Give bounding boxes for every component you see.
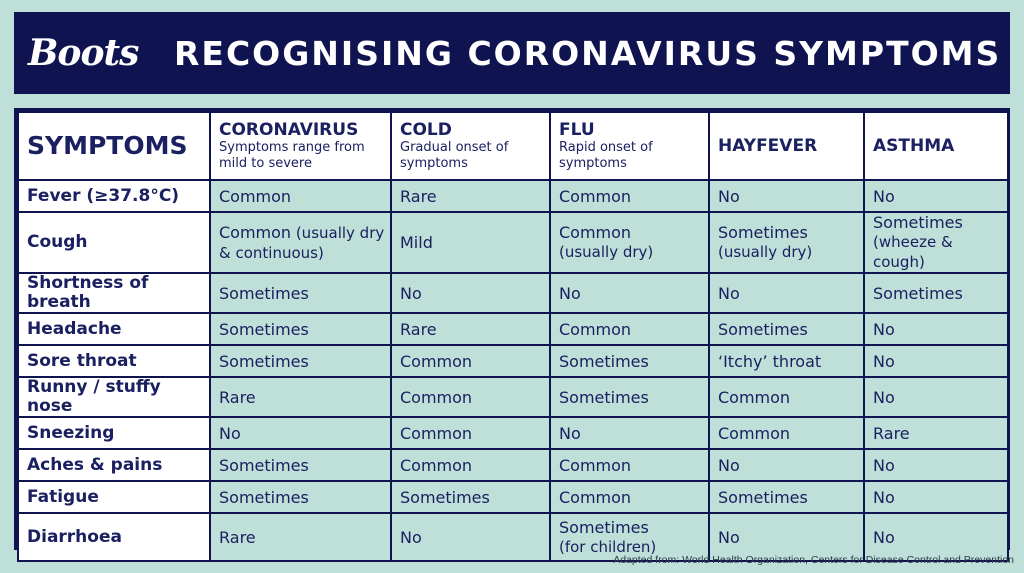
table-cell: No	[210, 417, 391, 449]
table-cell: No	[864, 449, 1008, 481]
table-cell: No	[864, 513, 1008, 561]
table-cell: No	[709, 180, 864, 212]
column-header-symptoms	[18, 112, 210, 180]
column-header-title: FLU	[559, 120, 595, 140]
symptoms-table-frame	[14, 108, 1010, 556]
column-header-title: SYMPTOMS	[27, 131, 188, 160]
table-cell: Rare	[391, 180, 550, 212]
table-cell: Common	[550, 313, 709, 345]
table-cell: Sometimes	[210, 273, 391, 313]
table-row	[18, 273, 1008, 313]
table-cell: Sometimes	[210, 313, 391, 345]
table-row	[18, 377, 1008, 417]
table-cell: Mild	[391, 212, 550, 273]
column-header-title: ASTHMA	[873, 136, 955, 156]
table-cell: Common	[391, 377, 550, 417]
table-cell: Common	[550, 449, 709, 481]
symptom-label: Sore throat	[18, 345, 210, 377]
table-cell: Sometimes	[709, 313, 864, 345]
title-banner	[14, 12, 1010, 94]
table-cell: Sometimes	[550, 345, 709, 377]
table-cell: ‘Itchy’ throat	[709, 345, 864, 377]
column-header-title: HAYFEVER	[718, 136, 818, 156]
symptom-label: Diarrhoea	[18, 513, 210, 561]
table-cell: Common	[391, 417, 550, 449]
table-cell	[550, 212, 709, 273]
symptoms-table	[17, 111, 1009, 562]
table-cell	[864, 212, 1008, 273]
table-cell: Rare	[210, 377, 391, 417]
column-header-coronavirus	[210, 112, 391, 180]
table-cell: Sometimes	[391, 481, 550, 513]
table-cell: Common	[210, 180, 391, 212]
symptom-label: Aches & pains	[18, 449, 210, 481]
table-cell: Common	[391, 345, 550, 377]
column-header-title: CORONAVIRUS	[219, 120, 359, 140]
table-cell: Common	[550, 180, 709, 212]
column-header-hayfever	[709, 112, 864, 180]
cell-main-text: Common	[219, 222, 292, 242]
column-header-cold	[391, 112, 550, 180]
cell-note-text: (usually dry)	[559, 243, 654, 261]
column-header-title: COLD	[400, 120, 452, 140]
page-title: RECOGNISING CORONAVIRUS SYMPTOMS	[174, 33, 1002, 73]
table-body	[18, 180, 1008, 561]
table-cell: No	[550, 417, 709, 449]
table-row	[18, 180, 1008, 212]
table-cell: No	[391, 513, 550, 561]
table-cell: Sometimes	[550, 377, 709, 417]
symptom-label: Cough	[18, 212, 210, 273]
table-cell: Rare	[391, 313, 550, 345]
table-cell: Sometimes	[210, 345, 391, 377]
cell-main-text: Sometimes	[873, 213, 963, 232]
column-header-subtitle: Rapid onset of symptoms	[559, 140, 653, 171]
symptom-label: Fatigue	[18, 481, 210, 513]
symptom-label: Headache	[18, 313, 210, 345]
table-cell: Rare	[864, 417, 1008, 449]
table-cell: Sometimes	[864, 273, 1008, 313]
table-cell: No	[864, 345, 1008, 377]
table-cell: No	[864, 313, 1008, 345]
cell-note-text: (usually dry)	[718, 243, 813, 261]
table-cell: No	[709, 449, 864, 481]
cell-main-text: Sometimes	[718, 223, 808, 242]
table-row	[18, 449, 1008, 481]
cell-note-text: (usually dry & continuous)	[219, 223, 385, 262]
boots-logo: Boots	[28, 32, 139, 74]
table-cell: No	[391, 273, 550, 313]
table-cell: Sometimes	[210, 481, 391, 513]
table-cell: No	[864, 377, 1008, 417]
header-row	[18, 112, 1008, 180]
table-row	[18, 417, 1008, 449]
table-row	[18, 345, 1008, 377]
symptom-label: Runny / stuffy nose	[18, 377, 210, 417]
column-header-subtitle: Symptoms range from mild to severe	[219, 140, 365, 171]
column-header-asthma	[864, 112, 1008, 180]
table-row	[18, 313, 1008, 345]
source-note: Adapted from: World Health Organization, Centers for Disease Control and Prevention	[613, 554, 1014, 566]
table-cell: Rare	[210, 513, 391, 561]
cell-note-text: (for children)	[559, 537, 657, 556]
table-cell: No	[864, 180, 1008, 212]
table-cell: Sometimes	[210, 449, 391, 481]
table-cell: Common	[709, 377, 864, 417]
table-cell: No	[709, 513, 864, 561]
table-row	[18, 212, 1008, 273]
table-cell: No	[864, 481, 1008, 513]
symptom-label: Sneezing	[18, 417, 210, 449]
table-cell: No	[709, 273, 864, 313]
table-cell: Common	[391, 449, 550, 481]
table-cell: Common	[550, 481, 709, 513]
symptom-label: Shortness of breath	[18, 273, 210, 313]
column-header-flu	[550, 112, 709, 180]
table-cell: Common	[709, 417, 864, 449]
table-cell: No	[550, 273, 709, 313]
cell-main-text: Sometimes	[559, 517, 649, 537]
table-cell	[709, 212, 864, 273]
symptom-label: Fever (≥37.8°C)	[18, 180, 210, 212]
table-cell	[210, 212, 391, 273]
cell-main-text: Common	[559, 223, 632, 242]
column-header-subtitle: Gradual onset of symptoms	[400, 140, 509, 171]
table-cell: Sometimes	[709, 481, 864, 513]
table-row	[18, 481, 1008, 513]
cell-note-text: (wheeze & cough)	[873, 233, 953, 271]
